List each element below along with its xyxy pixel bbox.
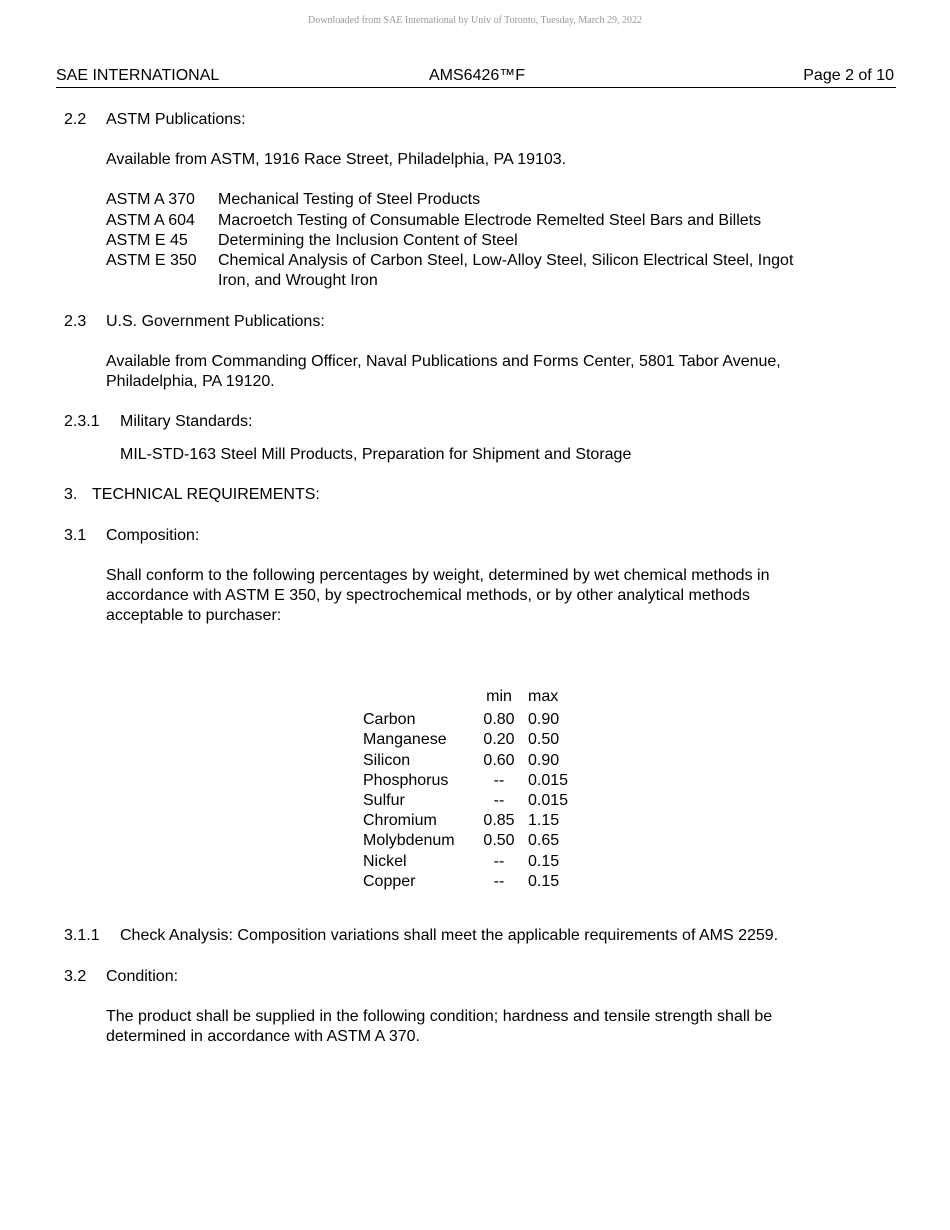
- section-2-3-1-title: Military Standards:: [120, 413, 253, 430]
- gov-availability-line-1: Available from Commanding Officer, Naval Publications and Forms Center, 5801 Tabor Avenue,: [106, 353, 781, 370]
- max-value: 0.15: [528, 872, 560, 890]
- table-row: [360, 710, 576, 730]
- col-min-header: min: [486, 688, 512, 705]
- ref-code: ASTM E 350: [106, 252, 197, 269]
- header-organization: SAE INTERNATIONAL: [56, 67, 220, 84]
- ref-title: Determining the Inclusion Content of Steel: [218, 232, 518, 249]
- table-row: [360, 831, 576, 851]
- max-value: 0.015: [528, 771, 569, 789]
- element-name: Carbon: [363, 711, 416, 729]
- min-value: --: [493, 771, 505, 789]
- element-name: Nickel: [363, 852, 407, 870]
- element-name: Copper: [363, 872, 416, 890]
- composition-header-row: [360, 687, 576, 707]
- composition-paragraph-line-1: Shall conform to the following percentages by weight, determined by wet chemical methods in: [106, 567, 770, 584]
- element-name: Manganese: [363, 731, 447, 749]
- condition-paragraph-line-1: The product shall be supplied in the following condition; hardness and tensile strength shall be: [106, 1008, 773, 1025]
- element-name: Silicon: [363, 751, 411, 769]
- max-value: 0.50: [528, 731, 560, 749]
- min-value: 0.50: [483, 832, 515, 850]
- composition-paragraph-line-3: acceptable to purchaser:: [106, 607, 282, 624]
- header-page-number: Page 2 of 10: [803, 67, 894, 84]
- section-2-2-number: 2.2: [64, 111, 87, 128]
- ref-title: Chemical Analysis of Carbon Steel, Low-Alloy Steel, Silicon Electrical Steel, Ingot: [218, 252, 794, 269]
- ref-code: ASTM E 45: [106, 232, 188, 249]
- table-row: [360, 852, 576, 872]
- element-name: Sulfur: [363, 792, 405, 810]
- element-name: Molybdenum: [363, 832, 455, 850]
- section-3-title: TECHNICAL REQUIREMENTS:: [92, 486, 320, 503]
- min-value: 0.85: [483, 812, 515, 830]
- min-value: --: [493, 852, 505, 870]
- min-value: 0.20: [483, 731, 515, 749]
- section-3-number: 3.: [64, 486, 78, 503]
- astm-availability: Available from ASTM, 1916 Race Street, Philadelphia, PA 19103.: [106, 151, 567, 168]
- section-3-1-1-number: 3.1.1: [64, 927, 100, 944]
- element-name: Chromium: [363, 812, 437, 830]
- min-value: --: [493, 872, 505, 890]
- mil-std-reference: MIL-STD-163 Steel Mill Products, Preparation for Shipment and Storage: [120, 446, 632, 463]
- max-value: 0.90: [528, 751, 560, 769]
- table-row: [360, 730, 576, 750]
- max-value: 0.65: [528, 832, 560, 850]
- composition-table: [360, 687, 576, 892]
- header-document-number: AMS6426™F: [429, 67, 526, 84]
- condition-paragraph-line-2: determined in accordance with ASTM A 370.: [106, 1028, 420, 1045]
- section-2-3-1-number: 2.3.1: [64, 413, 100, 430]
- table-row: [360, 872, 576, 892]
- ref-title: Mechanical Testing of Steel Products: [218, 191, 481, 208]
- ref-code: ASTM A 370: [106, 191, 195, 208]
- max-value: 0.15: [528, 852, 560, 870]
- section-3-1-number: 3.1: [64, 527, 87, 544]
- min-value: 0.80: [483, 711, 515, 729]
- section-3-1-title: Composition:: [106, 527, 200, 544]
- table-row: [360, 771, 576, 791]
- section-2-3-title: U.S. Government Publications:: [106, 313, 325, 330]
- ref-title: Macroetch Testing of Consumable Electrode Remelted Steel Bars and Billets: [218, 212, 762, 229]
- col-max-header: max: [528, 688, 559, 705]
- section-2-3-number: 2.3: [64, 313, 87, 330]
- page-header: [56, 66, 896, 88]
- gov-availability-line-2: Philadelphia, PA 19120.: [106, 373, 275, 390]
- max-value: 0.015: [528, 792, 569, 810]
- max-value: 1.15: [528, 812, 560, 830]
- download-watermark: Downloaded from SAE International by Univ of Toronto, Tuesday, March 29, 2022: [308, 15, 642, 26]
- table-row: [360, 811, 576, 831]
- check-analysis-text: Check Analysis: Composition variations shall meet the applicable requirements of AMS 2259.: [120, 927, 779, 944]
- table-row: [360, 791, 576, 811]
- ref-code: ASTM A 604: [106, 212, 195, 229]
- section-3-2-title: Condition:: [106, 968, 179, 985]
- table-row: [360, 751, 576, 771]
- composition-paragraph-line-2: accordance with ASTM E 350, by spectrochemical methods, or by other analytical methods: [106, 587, 750, 604]
- min-value: 0.60: [483, 751, 515, 769]
- min-value: --: [493, 792, 505, 810]
- section-2-2-title: ASTM Publications:: [106, 111, 246, 128]
- section-3-2-number: 3.2: [64, 968, 87, 985]
- element-name: Phosphorus: [363, 771, 449, 789]
- max-value: 0.90: [528, 711, 560, 729]
- ref-title-continued: Iron, and Wrought Iron: [218, 272, 378, 289]
